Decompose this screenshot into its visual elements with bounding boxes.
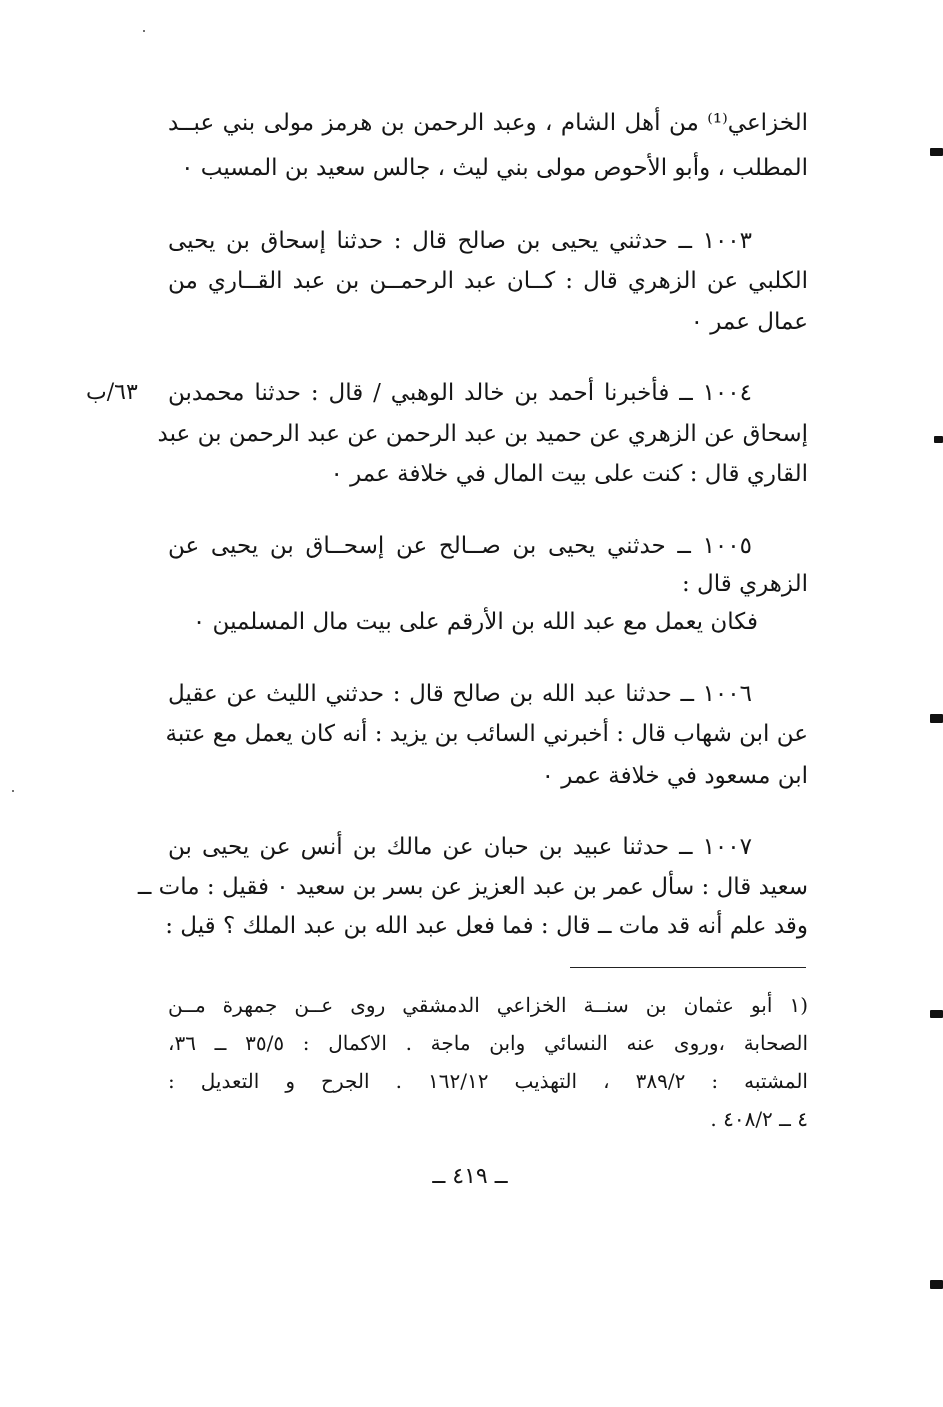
- hadith-1004-line: ١٠٠٤ ــ فأخبرنا أحمد بن خالد الوهبي / قال : حدثنا محمدبن: [168, 380, 752, 406]
- text-line: سعيد قال : سأل عمر بن عبد العزيز عن بسر بن سعيد ٠ فقيل : مات ــ: [137, 874, 808, 900]
- footnote-line: (١ أبو عثمان بن سنــة الخزاعي الدمشقي روى عــن جمهرة مــن: [168, 993, 808, 1017]
- text-line: فكان يعمل مع عبد الله بن الأرقم على بيت مال المسلمين ٠: [192, 609, 758, 635]
- margin-folio-note: ٦٣/ب: [86, 380, 138, 405]
- scan-mark: [930, 714, 943, 723]
- scan-speck: [143, 30, 145, 32]
- footnote-separator: [570, 967, 806, 968]
- text-line: ابن مسعود في خلافة عمر ٠: [541, 763, 808, 789]
- scan-speck: [12, 790, 14, 792]
- hadith-1003-line: ١٠٠٣ ــ حدثني يحيى بن صالح قال : حدثنا إسحاق بن يحيى: [168, 228, 753, 254]
- footnote-line: الصحابة ،وروى عنه النسائي وابن ماجة . الاكمال : ٣٥/٥ ــ ٣٦،: [168, 1031, 808, 1055]
- hadith-1007-line: ١٠٠٧ ــ حدثنا عبيد بن حبان عن مالك بن أنس عن يحيى بن: [168, 834, 752, 860]
- scan-mark: [930, 1010, 943, 1018]
- scan-mark: [930, 1280, 943, 1289]
- scan-mark: [934, 436, 943, 443]
- text-line: المطلب ، وأبو الأحوص مولى بني ليث ، جالس سعيد بن المسيب ٠: [181, 155, 808, 181]
- footnote-line: ٤ ــ ٤٠٨/٢ .: [710, 1107, 808, 1131]
- footnote-line: المشتبه : ٣٨٩/٢ ، التهذيب ١٦٢/١٢ . الجرح و التعديل :: [168, 1069, 808, 1093]
- text-line: عمال عمر ٠: [690, 309, 808, 335]
- page-number: ــ ٤١٩ ــ: [432, 1164, 508, 1189]
- text-line: وقد علم أنه قد مات ــ قال : فما فعل عبد الله بن عبد الملك ؟ قيل :: [165, 913, 808, 939]
- hadith-1005-line: ١٠٠٥ ــ حدثني يحيى بن صــالح عن إسحــاق بن يحيى عن: [168, 533, 752, 559]
- text-line: الزهري قال :: [682, 571, 808, 597]
- scan-mark: [930, 148, 943, 156]
- hadith-1006-line: ١٠٠٦ ــ حدثنا عبد الله بن صالح قال : حدثني الليث عن عقيل: [168, 681, 752, 707]
- text-line: القاري قال : كنت على بيت المال في خلافة عمر ٠: [330, 461, 808, 487]
- text-line: إسحاق عن الزهري عن حميد بن عبد الرحمن عن عبد الرحمن بن عبد: [157, 421, 808, 447]
- text-line: عن ابن شهاب قال : أخبرني السائب بن يزيد : أنه كان يعمل مع عتبة: [165, 721, 808, 747]
- text-line: الكلبي عن الزهري قال : كــان عبد الرحمــن بن عبد القــاري من: [168, 268, 808, 294]
- text-line: الخزاعي⁽¹⁾ من أهل الشام ، وعبد الرحمن بن هرمز مولى بني عبــد: [168, 110, 808, 136]
